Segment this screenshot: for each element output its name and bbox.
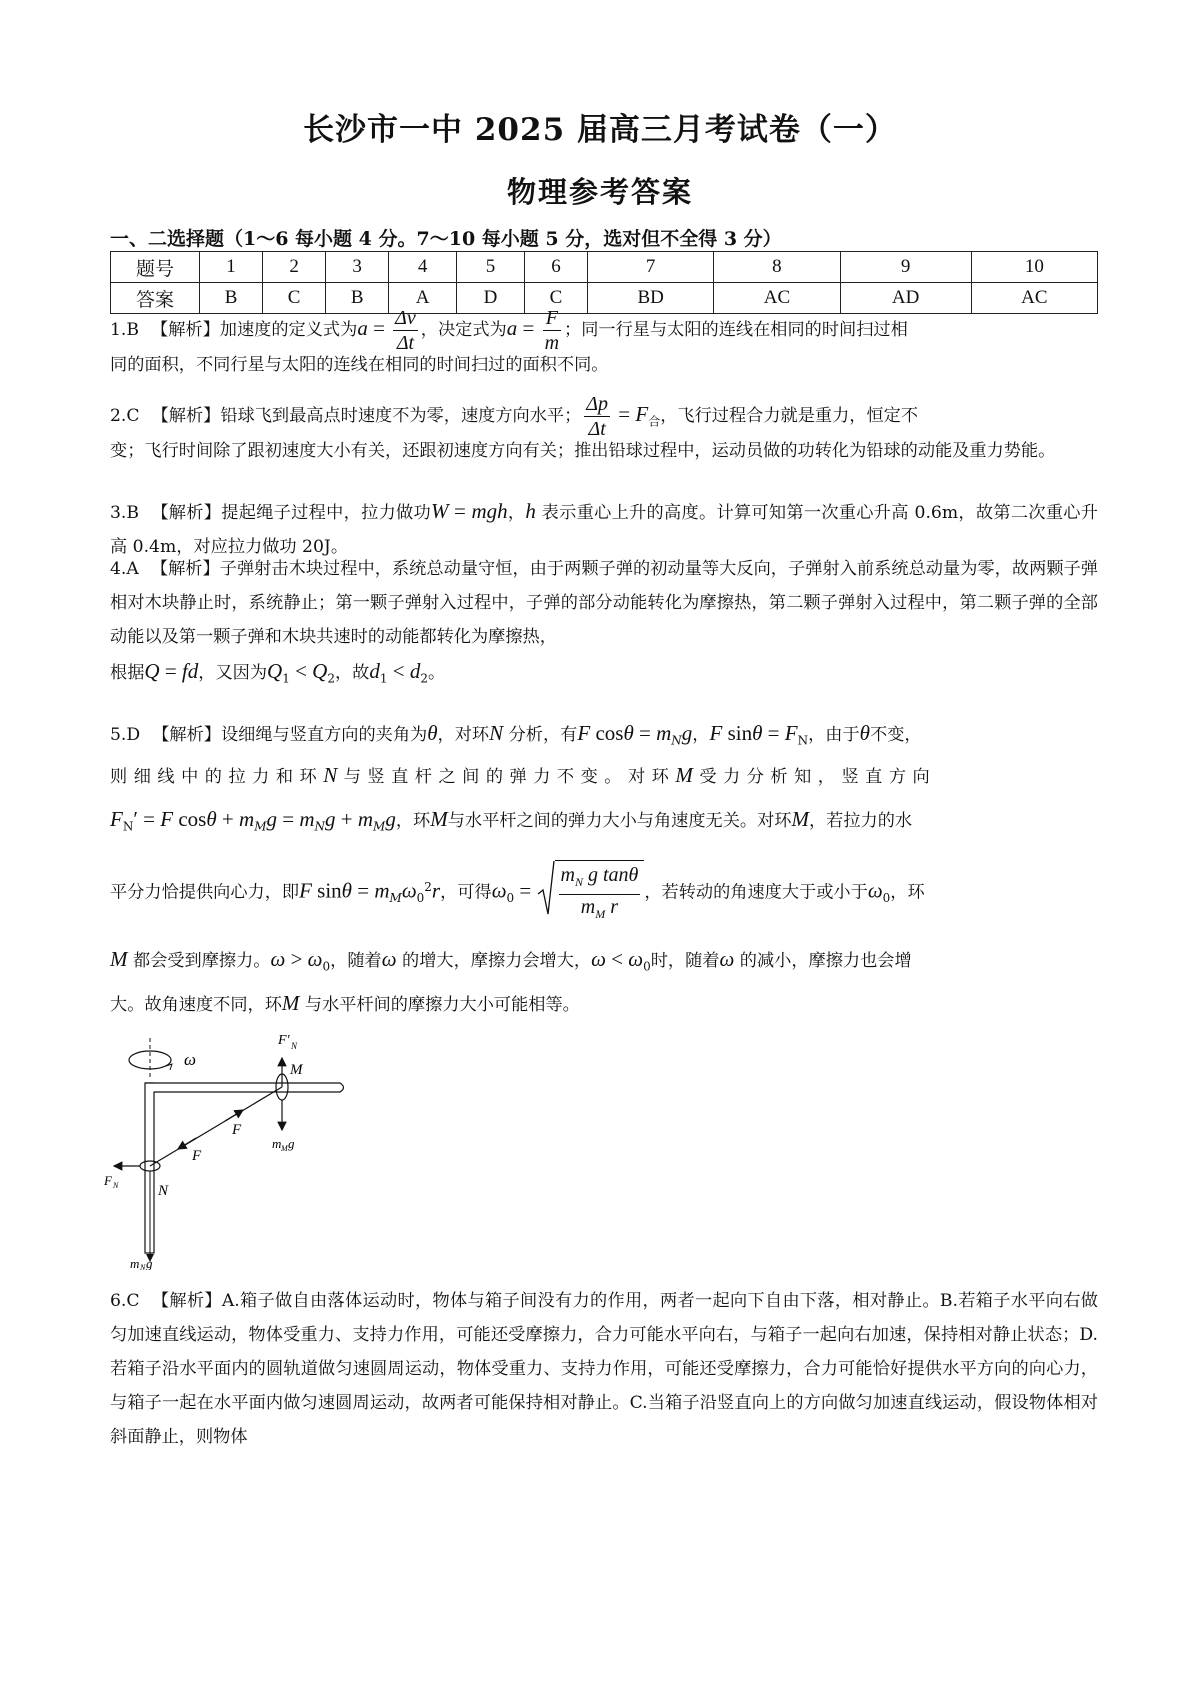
svg-text:g: g [146,1256,153,1270]
explain-tag: 【解析】 [151,1291,222,1311]
svg-text:N: N [113,1181,119,1190]
force-label-lower: F [192,1148,202,1164]
answer-cell: BD [588,283,714,314]
gravity-n-label: m [130,1256,140,1270]
q1-line2: 同的面积，不同行星与太阳的连线在相同的时间扫过的面积不同。 [110,355,609,375]
answer-cell: AC [714,283,840,314]
svg-text:g: g [288,1136,295,1151]
answer-cell: A [389,283,457,314]
horizontal-rod [145,1083,344,1092]
q5-line2: 则细线中的拉力和环N与竖直杆之间的弹力不变。对环M受力分析知，竖直方向 [110,763,937,787]
question-number: 7 [588,252,714,283]
q4-text: 4.A 【解析】子弹射击木块过程中，系统总动量守恒，由于两颗子弹的初动量等大反向，子弹射入前系统总动量为零，故两颗子弹相对木块静止时，系统静止；第一颗子弹射入过程中，子弹的部分动能转化为摩擦热，第二颗子弹射入过程中，第二颗子弹的全部动能以及第一颗子弹和木块共速时的动能都转化为摩擦热， [110,559,1098,647]
page-subtitle: 物理参考答案 [506,175,693,209]
explain-tag: 【解析】 [151,406,221,426]
answer-cell: AC [971,283,1097,314]
section-heading: 一、二选择题（1～6 每小题 4 分。7～10 每小题 5 分，选对但不全得 3 分） [110,228,782,250]
svg-text:N: N [291,1041,298,1051]
omega-label: ω [184,1050,197,1069]
question-number: 6 [524,252,587,283]
explain-tag: 【解析】 [151,320,220,340]
table-row [111,252,1098,283]
explain-tag: 【解析】 [150,559,220,579]
omega0-root: $\frac{m_N g \tan\theta}{m_M r}$ [537,860,645,926]
question-number: 3 [326,252,389,283]
q5-line5: M 都会受到摩擦力。$\omega > \omega_0$，随着ω 的增大，摩擦力会增大，$\omega < \omega_0$时，随着ω 的减小，摩擦力也会增 [110,947,912,974]
answer-cell: C [263,283,326,314]
explain-tag: 【解析】 [152,725,221,745]
momentum-rate-fraction: $\frac{\Delta p}{\Delta t}$ [586,393,609,440]
q4-label: 4.A [110,559,139,579]
explain-tag: 【解析】 [151,503,222,523]
gravity-m-label: m [272,1136,282,1151]
string [150,1087,282,1166]
answer-cell: D [457,283,525,314]
q5-line1: 5.D 【解析】设细绳与竖直方向的夹角为θ，对环N 分析，有F $\cos\theta = m_Ng$，F $\sin\theta = F_N$，由于θ不变， [110,721,922,748]
answer-cell: B [200,283,263,314]
q2-line1: 2.C 【解析】铅球飞到最高点时速度不为零，速度方向水平； $\frac{\Delta p}{\Delta t}$ = $F_合$，飞行过程合力就是重力，恒定不 [110,393,919,440]
q2-label: 2.C [110,406,140,426]
ring-n-label: N [158,1183,169,1199]
force-diagram [100,1030,400,1270]
row-label-number: 题号 [111,252,200,283]
answer-cell: C [524,283,587,314]
q5-line6: 大。故角速度不同，环M 与水平杆间的摩擦力大小可能相等。 [110,991,580,1015]
q4-formula-line: 根据Q = fd，又因为$Q_1 < Q_2$，故$d_1 < d_2$。 [110,659,446,686]
page-title: 长沙市一中 2025 届高三月考试卷（一） [303,112,897,148]
q2-line2: 变；飞行时间除了跟初速度大小有关，还跟初速度方向有关；推出铅球过程中，运动员做的功转化为铅球的动能及重力势能。 [110,441,1056,461]
question-number: 9 [840,252,971,283]
ring-m-label: M [290,1062,303,1078]
force-label-upper: F [232,1122,242,1138]
svg-text:M: M [281,1144,288,1153]
q1-line1: 1.B 【解析】加速度的定义式为a = $\frac{\Delta v}{\Delta t}$ ，决定式为a = $\frac{F}{m}$ ；同一行星与太阳的连线在相同的时间扫过相 [110,307,908,354]
q6-label: 6.C [110,1291,140,1311]
answer-cell: B [326,283,389,314]
question-number: 10 [971,252,1097,283]
question-number: 4 [389,252,457,283]
answer-table [110,251,1098,314]
q5-line4: 平分力恰提供向心力，即F $\sin\theta = m_M\omega_0^2r$，可得$\omega_0$ = $\frac{m_N g \tan\theta}{m_M r}$ ，若转动的角速度大于或小于$\omega_0$，环 [110,860,1098,926]
q5-line3: $F_N' = F$ $\cos\theta + m_Mg = m_Ng + m_Mg$，环M与水平杆之间的弹力大小与角速度无关。对环M，若拉力的水 [110,807,913,834]
question-number: 2 [263,252,326,283]
q3-text: 3.B 【解析】提起绳子过程中，拉力做功W = mgh，h 表示重心上升的高度。计算可知第一次重心升高 0.6m，故第二次重心升高 0.4m，对应拉力做功 20J。 [110,499,1098,557]
q1-label: 1.B [110,320,140,340]
normal-force-n-label: F [104,1173,112,1188]
rotation-arrow-icon [129,1038,172,1078]
tension-arrow-upper [225,1110,243,1121]
question-number: 8 [714,252,840,283]
answer-cell: AD [840,283,971,314]
accel-determination-fraction: $\frac{F}{m}$ [544,307,560,354]
accel-definition-fraction: $\frac{\Delta v}{\Delta t}$ [395,307,416,354]
question-number: 5 [457,252,525,283]
row-label-answer: 答案 [111,283,200,314]
q5-label: 5.D [110,725,141,745]
q6-text: 6.C 【解析】A.箱子做自由落体运动时，物体与箱子间没有力的作用，两者一起向下自由下落，相对静止。B.若箱子水平向右做匀加速直线运动，物体受重力、支持力作用，可能还受摩擦力，合力可能水平向右，与箱子一起向右加速，保持相对静止状态；D.若箱子沿水平面内的圆轨道做匀速圆周运动，物体受重力、支持力作用，可能还受摩擦力，合力可能恰好提供水平方向的向心力，与箱子一起在水平面内做匀速圆周运动，故两者可能保持相对静止。C.当箱子沿竖直向上的方向做匀加速直线运动，假设物体相对斜面静止，则物体 [110,1291,1098,1447]
svg-text:N: N [140,1263,146,1270]
q3-label: 3.B [110,503,140,523]
normal-force-m-label: F′ [278,1033,290,1048]
question-number: 1 [200,252,263,283]
